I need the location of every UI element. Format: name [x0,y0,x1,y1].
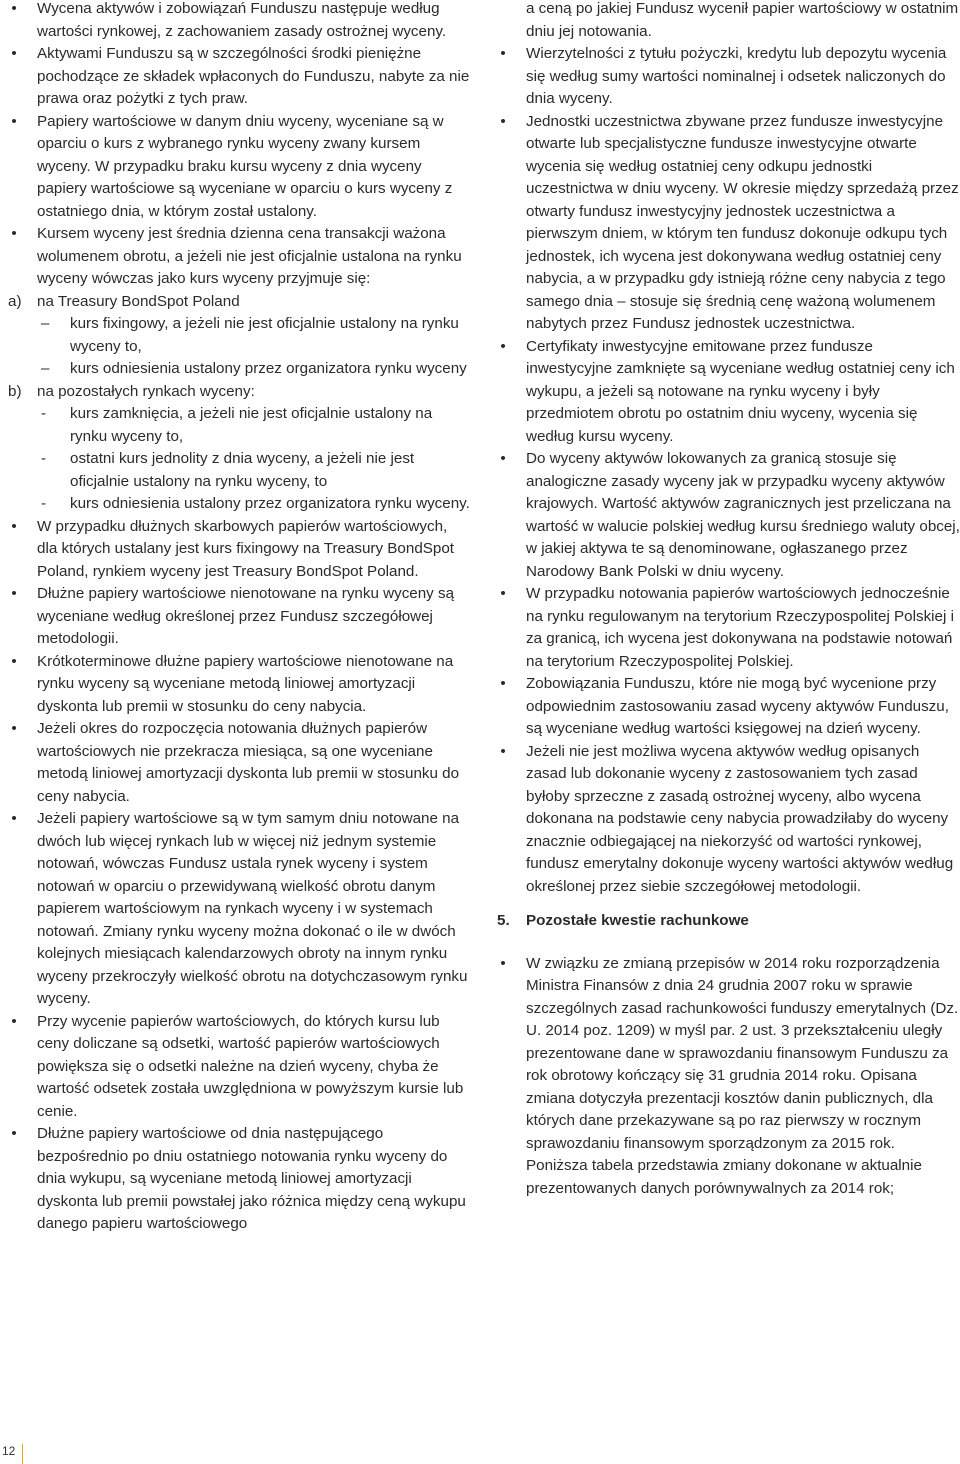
bullet: • [11,45,17,62]
paragraph-text: Do wyceny aktywów lokowanych za granicą stosuje się analogiczne zasady wyceny jak w przypadku wyceny aktywów krajowych. Wartość aktywów zagranicznych jest przeliczana na wartość w walucie polskiej według kursu średniego waluty obcej, w jakiej aktywa te są denominowane, ogłaszanego przez Narodowy Bank Polski w dniu wyceny. [526,450,960,580]
sub-sub-text: kurs zamknięcia, a jeżeli nie jest oficjalnie ustalony na rynku wyceny to, [70,405,433,445]
bullet: • [11,1012,17,1030]
sub-item-a [8,291,470,314]
bullet: • [11,585,17,602]
paragraph-text: Zobowiązania Funduszu, które nie mogą być wycenione przy odpowiednim zastosowaniu zasad wyceny aktywów Funduszu, są wyceniane według wartości księgowej na dzień wyceny. [526,675,949,737]
sub-text: na Treasury BondSpot Poland [37,292,240,310]
bullet: • [500,954,506,972]
bullet: • [11,225,17,242]
paragraph-text: Dłużne papiery wartościowe od dnia następującego bezpośrednio po dniu ostatniego notowania rynku wyceny do dnia wykupu, są wyceniane metodą liniowej amortyzacji dyskonta lub premii powstałej jako różnica między ceną wykupu danego papieru wartościowego [37,1125,466,1232]
paragraph-fallback-methodology [497,741,960,899]
paragraph-certificates [497,336,960,449]
bullet: • [11,0,17,17]
dash: - [41,495,47,512]
sub-sub-item [8,313,470,358]
paragraph-text: Przy wycenie papierów wartościowych, do których kursu lub ceny doliczane są odsetki, wartość papierów wartościowych powiększa się o odsetki należne na dzień wyceny, chyba że wartość odsetek została uwzględniona w powyższym kursie lub cenie. [37,1012,464,1120]
paragraph-text: Papiery wartościowe w danym dniu wyceny, wyceniane są w oparciu o kurs z wybranego rynku wyceny zwany kursem wyceny. W przypadku braku kursu wyceny z dnia wyceny papiery wartościowe są wyceniane w oparciu o kurs wyceny z ostatniego dnia, w którym został ustalony. [37,112,453,220]
left-column [8,0,470,1236]
page-number: 12 [2,1444,16,1458]
section-number: 5. [497,912,510,929]
paragraph-valuation-rule [8,0,470,43]
sub-item-b [8,381,470,404]
bullet: • [500,742,506,760]
section-heading [497,910,960,933]
paragraph-text: Aktywami Funduszu są w szczególności środki pieniężne pochodzące ze składek wpłaconych do Funduszu, nabyte za nie prawa oraz pożytki z tych praw. [37,45,470,107]
sub-sub-item [8,403,470,448]
bullet: • [11,720,17,737]
sub-sub-item [8,493,470,516]
paragraph-text: Wycena aktywów i zobowiązań Funduszu następuje według wartości rynkowej, z zachowaniem zasady ostrożnej wyceny. [37,0,447,40]
dash: – [41,360,50,377]
sub-sub-text: kurs odniesienia ustalony przez organizatora rynku wyceny. [70,495,470,512]
paragraph-dual-listing [497,583,960,673]
paragraph-treasury-debt [8,516,470,584]
page-number-divider [22,1444,23,1464]
paragraph-text: Jednostki uczestnictwa zbywane przez fundusze inwestycyjne otwarte lub specjalistyczne fundusze inwestycyjne otwarte wycenia się według ostatniej ceny odkupu jednostki uczestnictwa w dniu wyceny. W okresie między sprzedażą przez otwarty fundusz inwestycyjny jednostek uczestnictwa a pierwszym dniem, w którym ten fundusz dokonuje odkupu tych jednostek, ich wycena jest dokonywana według ostatniej ceny nabycia, a w przypadku gdy istnieją różne ceny nabycia z tego samego dnia – stosuje się średnią cenę ważoną wolumenem nabytych przez Fundusz jednostek uczestnictwa. [526,112,959,332]
paragraph-multiple-markets [8,808,470,1011]
sub-sub-text: ostatni kurs jednolity z dnia wyceny, a jeżeli nie jest oficjalnie ustalony na rynku wyceny, to [70,450,415,490]
paragraph-text: Jeżeli okres do rozpoczęcia notowania dłużnych papierów wartościowych nie przekracza miesiąca, są one wyceniane metodą liniowej amortyzacji dyskonta lub premii w stosunku do ceny nabycia. [37,720,460,805]
sub-text: na pozostałych rynkach wyceny: [37,382,255,400]
bullet: • [11,810,17,827]
sub-label: a) [8,292,22,310]
paragraph-securities-rate [8,111,470,224]
paragraph-text: Wierzytelności z tytułu pożyczki, kredytu lub depozytu wycenia się według sumy wartości nominalnej i odsetek naliczonych do dnia wyceny. [526,45,947,107]
sub-sub-text: kurs fixingowy, a jeżeli nie jest oficjalnie ustalony na rynku wyceny to, [70,315,459,355]
paragraph-text: W przypadku notowania papierów wartościowych jednocześnie na rynku regulowanym na terytorium Rzeczypospolitej Polskiej i za granicą, ich wycena jest dokonywana na podstawie notowań na terytorium Rzeczypospolitej Polskiej. [526,585,954,670]
paragraph-unlisted-debt [8,583,470,651]
bullet: • [500,112,506,130]
paragraph-foreign-assets [497,448,960,583]
paragraph-regulation-change [497,953,960,1201]
bullet: • [500,45,506,62]
page-footer [0,1444,960,1464]
paragraph-interest [8,1011,470,1124]
paragraph-listing-period [8,718,470,808]
dash: - [41,450,47,467]
paragraph-receivables [497,43,960,111]
paragraph-text: Jeżeli papiery wartościowe są w tym samym dniu notowane na dwóch lub więcej rynkach lub w więcej niż jednym systemie notowań, wówczas Fundusz ustala rynek wyceny i system notowań w oparciu o przewidywaną wielkość obrotu danym papierem wartościowym na rynkach wyceny i w systemach notowań. Zmiany rynku wyceny można dokonać o ile w dwóch kolejnych miesiącach kalendarzowych obroty na innym rynku wyceny przekroczyły wielkość obrotu na dotychczasowym rynku wyceny. [37,810,468,1007]
paragraph-text: Krótkoterminowe dłużne papiery wartościowe nienotowane na rynku wyceny są wyceniane metodą liniowej amortyzacji dyskonta lub premii w stosunku do ceny nabycia. [37,652,454,715]
paragraph-text: W związku ze zmianą przepisów w 2014 roku rozporządzenia Ministra Finansów z dnia 24 grudnia 2007 roku w sprawie szczególnych zasad rachunkowości funduszy emerytalnych (Dz. U. 2014 poz. 1209) w myśl par. 2 ust. 3 przekształceniu uległy prezentowane dane w sprawozdaniu finansowym Funduszu za rok obrotowy kończący się 31 grudnia 2014 roku. Opisana zmiana dotyczyła prezentacji kosztów danin publicznych, dla których dane przekazywane są po raz pierwszy w rocznym sprawozdaniu finansowym sporządzonym za 2015 rok. Poniższa tabela przedstawia zmiany dokonane w aktualnie prezentowanych danych porównywalnych za 2014 rok; [526,954,959,1197]
bullet: • [11,1125,17,1142]
paragraph-liabilities [497,673,960,741]
paragraph-fund-assets [8,43,470,111]
dash: - [41,405,47,422]
bullet: • [500,450,506,467]
paragraph-debt-after-listing [8,1123,470,1236]
right-column [497,0,960,1200]
sub-sub-item [8,448,470,493]
paragraph-text: Jeżeli nie jest możliwa wycena aktywów według opisanych zasad lub dokonanie wyceny z zastosowaniem tych zasad byłoby sprzeczne z zasadą ostrożnej wyceny, albo wycena dokonana na podstawie ceny nabycia prowadziłaby do wyceny znacznie odbiegającej na niekorzyść od wartości rynkowej, fundusz emerytalny dokonuje wyceny wartości aktywów według określonej przez siebie szczegółowej metodologii. [526,742,954,895]
paragraph-text: Certyfikaty inwestycyjne emitowane przez fundusze inwestycyjne zamknięte są wyceniane według ostatniej ceny ich wykupu, a jeżeli są notowane na rynku wyceny i były przedmiotem obrotu po ostatnim dniu wyceny, wycenia się według kursu wyceny. [526,337,955,445]
sub-sub-text: kurs odniesienia ustalony przez organizatora rynku wyceny [70,360,467,377]
sub-label: b) [8,382,22,400]
paragraph-text: a ceną po jakiej Fundusz wycenił papier wartościowy w ostatnim dniu jej notowania. [526,0,959,40]
dash: – [41,315,50,332]
section-title: Pozostałe kwestie rachunkowe [526,912,749,929]
bullet: • [500,675,506,692]
bullet: • [500,585,506,602]
paragraph-text: W przypadku dłużnych skarbowych papierów wartościowych, dla których ustalany jest kurs fixingowy na Treasury BondSpot Poland, rynkiem wyceny jest Treasury BondSpot Poland. [37,517,455,580]
paragraph-short-term-debt [8,651,470,719]
bullet: • [11,112,17,130]
paragraph-fund-units [497,111,960,336]
bullet: • [11,652,17,670]
bullet: • [11,517,17,535]
paragraph-valuation-rate-definition [8,223,470,516]
paragraph-continuation [497,0,960,43]
paragraph-text: Dłużne papiery wartościowe nienotowane na rynku wyceny są wyceniane według określonej przez Fundusz szczegółowej metodologii. [37,585,455,647]
sub-sub-item [8,358,470,381]
paragraph-text: Kursem wyceny jest średnia dzienna cena transakcji ważona wolumenem obrotu, a jeżeli nie jest oficjalnie ustalona na rynku wyceny wówczas jako kurs wyceny przyjmuje się: [37,225,462,287]
bullet: • [500,337,506,355]
